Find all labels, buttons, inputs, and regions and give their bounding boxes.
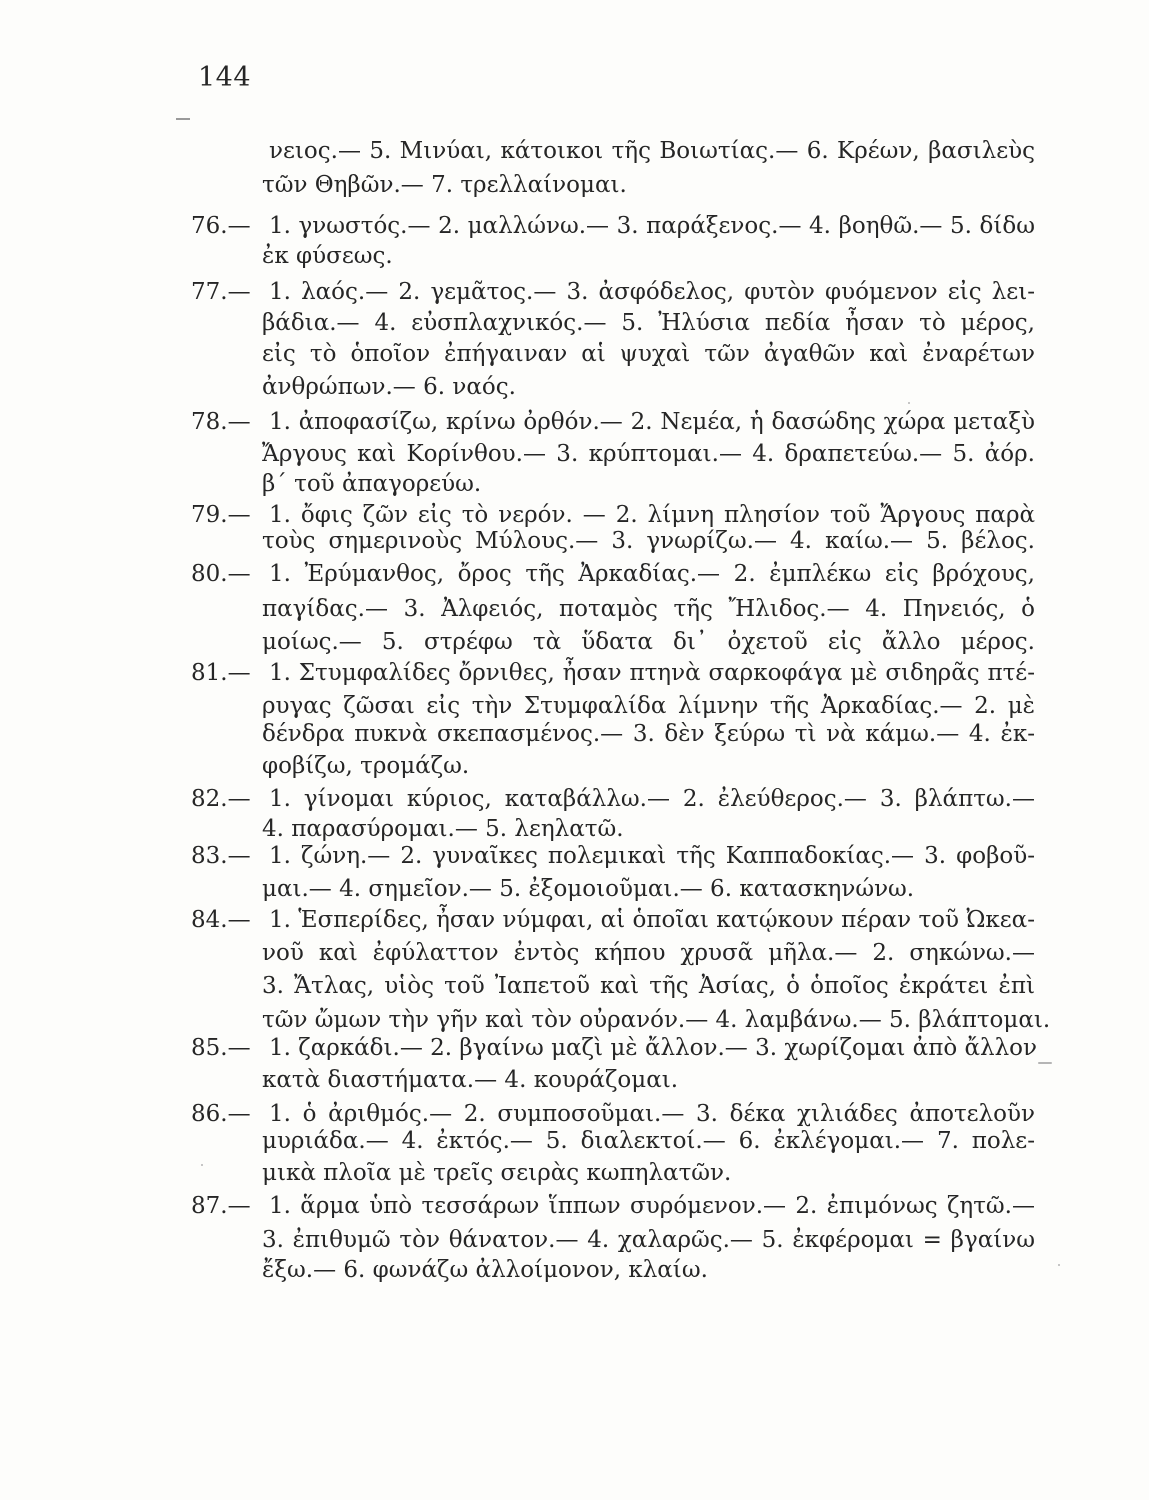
- entry-number: 76.—: [191, 213, 251, 239]
- entry-number: 77.—: [191, 279, 251, 305]
- entry-line: Ἄργους καὶ Κορίνθου.— 3. κρύπτομαι.— 4. δραπετεύω.— 5. ἀόρ.: [262, 441, 1035, 467]
- entry-line: ἐκ φύσεως.: [262, 243, 393, 269]
- entry-line: 1. ζαρκάδι.— 2. βγαίνω μαζὶ μὲ ἄλλον.— 3. χωρίζομαι ἀπὸ ἄλλον: [269, 1035, 1038, 1061]
- entry-number: 82.—: [191, 786, 251, 812]
- entry-line: ἔξω.— 6. φωνάζω ἀλλοίμονον, κλαίω.: [262, 1257, 708, 1283]
- entry-line: 4. παρασύρομαι.— 5. λεηλατῶ.: [262, 816, 624, 842]
- entry-number: 84.—: [191, 907, 251, 933]
- scan-speck: [1038, 1062, 1052, 1064]
- scan-speck: [201, 1164, 203, 1166]
- entry-line: μαι.— 4. σημεῖον.— 5. ἐξομοιοῦμαι.— 6. κατασκηνώνω.: [262, 876, 915, 902]
- entry-line: παγίδας.— 3. Ἀλφειός, ποταμὸς τῆς Ἤλιδος.— 4. Πηνειός, ὁ: [262, 596, 1035, 622]
- entry-number: 78.—: [191, 409, 251, 435]
- entry-line: νοῦ καὶ ἐφύλαττον ἐντὸς κήπου χρυσᾶ μῆλα.— 2. σηκώνω.—: [262, 940, 1035, 966]
- entry-line: 1. ὁ ἀριθμός.— 2. συμποσοῦμαι.— 3. δέκα χιλιάδες ἀποτελοῦν: [269, 1101, 1035, 1127]
- entry-line: τῶν Θηβῶν.— 7. τρελλαίνομαι.: [262, 172, 627, 198]
- entry-line: 1. γνωστός.— 2. μαλλώνω.— 3. παράξενος.— 4. βοηθῶ.— 5. δίδω: [269, 213, 1035, 239]
- scan-speck: [908, 402, 910, 404]
- entry-line: 1. γίνομαι κύριος, καταβάλλω.— 2. ἐλεύθερος.— 3. βλάπτω.—: [269, 786, 1035, 812]
- page-number: 144: [198, 62, 252, 93]
- entry-line: 3. Ἄτλας, υἱὸς τοῦ Ἰαπετοῦ καὶ τῆς Ἀσίας, ὁ ὁποῖος ἐκράτει ἐπὶ: [262, 973, 1035, 999]
- entry-line: ρυγας ζῶσαι εἰς τὴν Στυμφαλίδα λίμνην τῆς Ἀρκαδίας.— 2. μὲ: [262, 693, 1035, 719]
- entry-line: 1. ἀποφασίζω, κρίνω ὀρθόν.— 2. Νεμέα, ἡ δασώδης χώρα μεταξὺ: [269, 409, 1035, 435]
- entry-line: μυριάδα.— 4. ἐκτός.— 5. διαλεκτοί.— 6. ἐκλέγομαι.— 7. πολε-: [262, 1128, 1035, 1154]
- entry-number: 87.—: [191, 1193, 251, 1219]
- entry-line: εἰς τὸ ὁποῖον ἐπήγαιναν αἱ ψυχαὶ τῶν ἀγαθῶν καὶ ἐναρέτων: [262, 341, 1035, 367]
- entry-line: τῶν ὤμων τὴν γῆν καὶ τὸν οὐρανόν.— 4. λαμβάνω.— 5. βλάπτομαι.: [262, 1007, 1051, 1033]
- entry-line: 1. Στυμφαλίδες ὄρνιθες, ἦσαν πτηνὰ σαρκοφάγα μὲ σιδηρᾶς πτέ-: [269, 660, 1035, 686]
- entry-line: μικὰ πλοῖα μὲ τρεῖς σειρὰς κωπηλατῶν.: [262, 1160, 732, 1186]
- entry-number: 83.—: [191, 843, 251, 869]
- entry-line: νειος.— 5. Μινύαι, κάτοικοι τῆς Βοιωτίας.— 6. Κρέων, βασιλεὺς: [269, 138, 1035, 164]
- entry-number: 85.—: [191, 1035, 251, 1061]
- entry-line: δένδρα πυκνὰ σκεπασμένος.— 3. δὲν ξεύρω τὶ νὰ κάμω.— 4. ἐκ-: [262, 721, 1035, 747]
- scan-speck: [1058, 1264, 1060, 1266]
- entry-number: 81.—: [191, 660, 251, 686]
- entry-line: 1. Ἑσπερίδες, ἦσαν νύμφαι, αἱ ὁποῖαι κατῴκουν πέραν τοῦ Ὠκεα-: [269, 907, 1035, 933]
- entry-number: 79.—: [191, 502, 251, 528]
- entry-line: φοβίζω, τρομάζω.: [262, 753, 470, 779]
- entry-line: 1. ὄφις ζῶν εἰς τὸ νερόν. — 2. λίμνη πλησίον τοῦ Ἄργους παρὰ: [269, 502, 1035, 528]
- entry-number: 80.—: [191, 561, 251, 587]
- entry-line: 1. ἅρμα ὑπὸ τεσσάρων ἵππων συρόμενον.— 2. ἐπιμόνως ζητῶ.—: [269, 1193, 1035, 1219]
- entry-line: 1. ζώνη.— 2. γυναῖκες πολεμικαὶ τῆς Καππαδοκίας.— 3. φοβοῦ-: [269, 843, 1035, 869]
- entry-line: κατὰ διαστήματα.— 4. κουράζομαι.: [262, 1067, 679, 1093]
- entry-line: μοίως.— 5. στρέφω τὰ ὕδατα δι᾽ ὀχετοῦ εἰς ἄλλο μέρος.: [262, 629, 1035, 655]
- entry-line: 1. Ἐρύμανθος, ὄρος τῆς Ἀρκαδίας.— 2. ἐμπλέκω εἰς βρόχους,: [269, 561, 1035, 587]
- entry-line: 1. λαός.— 2. γεμᾶτος.— 3. ἀσφόδελος, φυτὸν φυόμενον εἰς λει-: [269, 279, 1035, 305]
- entry-line: βάδια.— 4. εὐσπλαχνικός.— 5. Ἠλύσια πεδία ἦσαν τὸ μέρος,: [262, 310, 1035, 336]
- entry-line: ἀνθρώπων.— 6. ναός.: [262, 374, 516, 400]
- entry-number: 86.—: [191, 1101, 251, 1127]
- entry-line: β΄ τοῦ ἀπαγορεύω.: [262, 471, 482, 497]
- entry-line: 3. ἐπιθυμῶ τὸν θάνατον.— 4. χαλαρῶς.— 5. ἐκφέρομαι = βγαίνω: [262, 1227, 1035, 1253]
- entry-line: τοὺς σημερινοὺς Μύλους.— 3. γνωρίζω.— 4. καίω.— 5. βέλος.: [262, 528, 1035, 554]
